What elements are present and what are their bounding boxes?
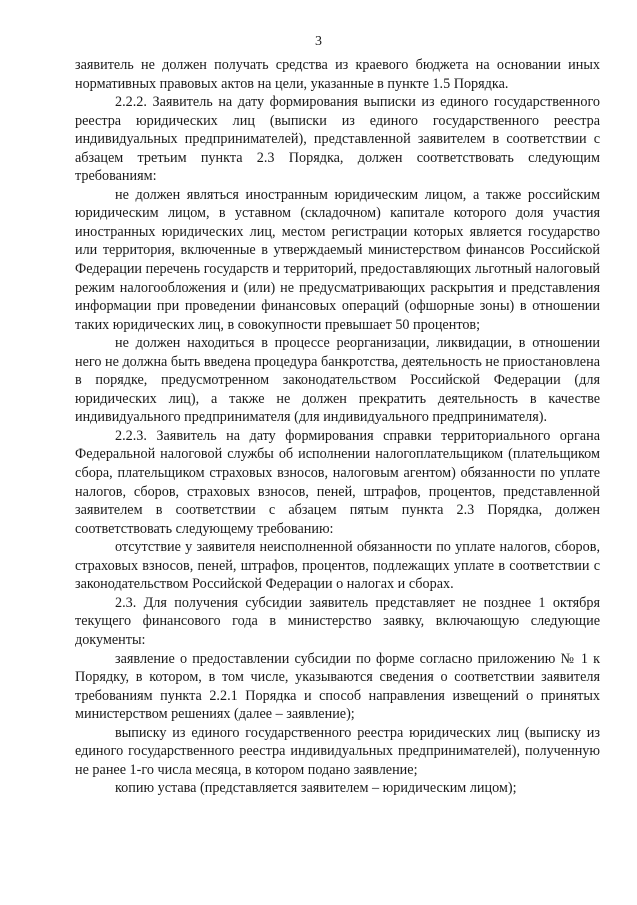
paragraph: не должен являться иностранным юридическим лицом, а также российским юридическим лицом, в уставном (складочном) капитале которого доля участия иностранных юридических лиц, местом регистрации которых является государство или территория, включенные в утверждаемый министерством финансов Российской Федерации перечень государств и территорий, предоставляющих льготный налоговый режим налогообложения и (или) не предусматривающих раскрытия и представления информации при проведении финансовых операций (офшорные зоны) в отношении таких юридических лиц, в совокупности превышает 50 процентов;: [75, 186, 600, 333]
paragraph: отсутствие у заявителя неисполненной обязанности по уплате налогов, сборов, страховых взносов, пеней, штрафов, процентов, подлежащих уплате в соответствии с законодательством Российской Федерации о налогах и сборах.: [75, 539, 600, 593]
paragraph: 2.3. Для получения субсидии заявитель представляет не позднее 1 октября текущего финансового года в министерство заявку, включающую следующие документы:: [75, 594, 600, 648]
paragraph: не должен находиться в процессе реорганизации, ликвидации, в отношении него не должна быть введена процедура банкротства, деятельность не приостановлена в порядке, предусмотренном законодательством Российской Федерации (для юридических лиц), а также не должен прекратить деятельность в качестве индивидуального предпринимателя (для индивидуального предпринимателя).: [75, 335, 600, 426]
paragraph: 2.2.2. Заявитель на дату формирования выписки из единого государственного реестра юридических лиц (выписки из единого государственного реестра индивидуальных предпринимателей), представленной заявителем в соответствии с абзацем третьим пункта 2.3 Порядка, должен соответствовать следующим требованиям:: [75, 94, 600, 185]
paragraph: выписку из единого государственного реестра юридических лиц (выписку из единого государственного реестра индивидуальных предпринимателей), полученную не ранее 1-го числа месяца, в котором подано заявление;: [75, 724, 600, 778]
paragraph: копию устава (представляется заявителем – юридическим лицом);: [115, 780, 517, 797]
page-number: 3: [315, 34, 322, 49]
paragraph: заявление о предоставлении субсидии по форме согласно приложению № 1 к Порядку, в котором, в том числе, указываются сведения о соответствии заявителя требованиям пункта 2.2.1 Порядка и способ направления извещений о принятых министерством решениях (далее – заявление);: [75, 650, 600, 723]
document-body: [75, 56, 600, 798]
paragraph: заявитель не должен получать средства из краевого бюджета на основании иных нормативных правовых актов на цели, указанные в пункте 1.5 Порядка.: [75, 57, 600, 92]
paragraph: 2.2.3. Заявитель на дату формирования справки территориального органа Федеральной налоговой службы об исполнении налогоплательщиком (плательщиком сбора, плательщиком страховых взносов, налоговым агентом) обязанности по уплате налогов, сборов, страховых взносов, пеней, штрафов, процентов, представленной заявителем в соответствии с абзацем пятым пункта 2.3 Порядка, должен соответствовать следующему требованию:: [75, 427, 600, 537]
